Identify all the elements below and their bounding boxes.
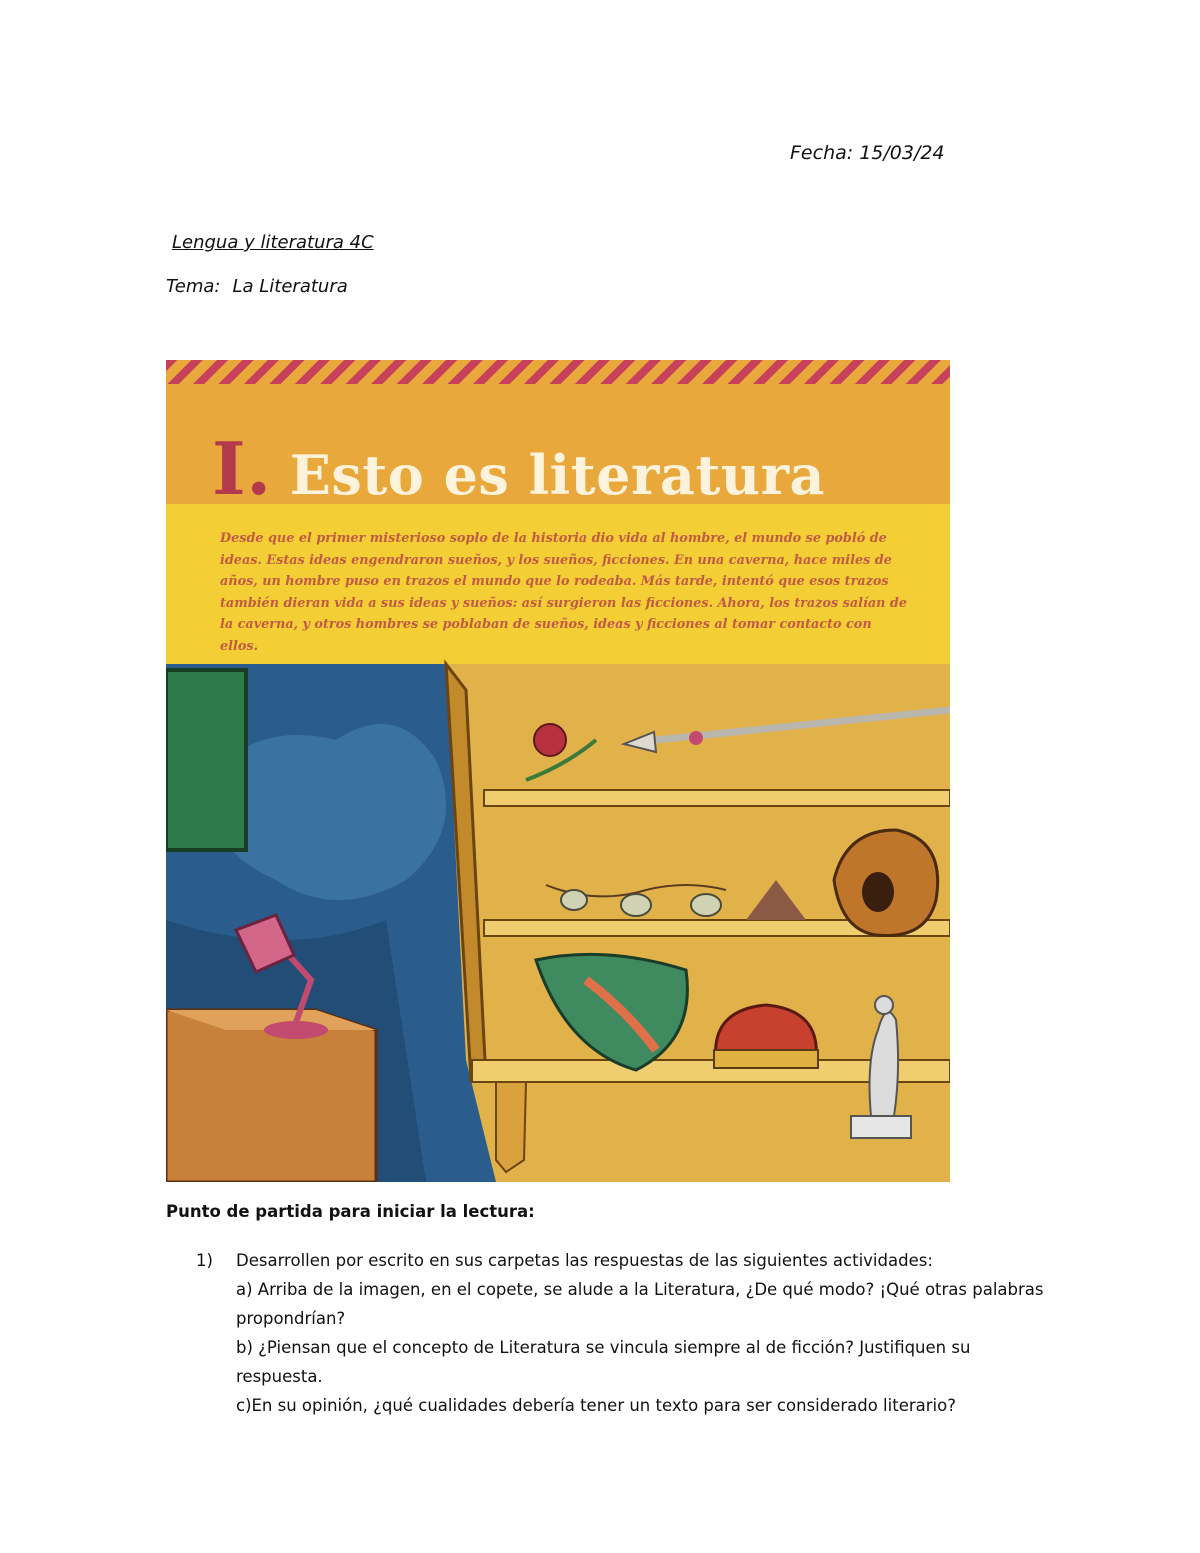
topic-value: La Literatura	[232, 276, 348, 297]
textbook-illustration	[166, 360, 950, 1182]
activity-intro: Desarrollen por escrito en sus carpetas las respuestas de las siguientes actividades:	[236, 1251, 933, 1270]
date-label: Fecha: 15/03/24	[790, 142, 945, 164]
activity-question-c: c)En su opinión, ¿qué cualidades debería tener un texto para ser considerado literario?	[236, 1396, 956, 1415]
striped-border	[166, 360, 950, 384]
activity-question-b: b) ¿Piensan que el concepto de Literatura se vincula siempre al de ficción? Justifiquen su respuesta.	[236, 1338, 971, 1386]
course-title: Lengua y literatura 4C	[172, 232, 374, 253]
illustration-title	[212, 426, 825, 511]
green-frame	[166, 670, 246, 850]
topic-label: Tema:	[166, 276, 221, 297]
copete-text: Desde que el primer misterioso soplo de la historia dio vida al hombre, el mundo se pobló de ideas. Estas ideas engendraron sueños, y los sueños, ficciones. En una caverna, hace miles de años, un hombre puso en trazos el mundo que lo rodeaba. Más tarde, intentó que esos trazos también dieran vida a sus ideas y sueños: así surgieron las ficciones. Ahora, los trazos salían de la caverna, y otros hombres se poblaban de sueños, ideas y ficciones al tomar contacto con ellos.	[220, 531, 908, 654]
activities-list	[196, 1246, 1046, 1420]
shelf-top	[484, 790, 950, 806]
activity-question-a: a) Arriba de la imagen, en el copete, se alude a la Literatura, ¿De qué modo? ¡Qué otras palabras propondrían?	[236, 1280, 1044, 1328]
activity-number: 1)	[196, 1251, 213, 1270]
activity-item	[196, 1246, 1046, 1420]
section-heading: Punto de partida para iniciar la lectura:	[166, 1202, 535, 1221]
chapter-number: I.	[212, 426, 272, 511]
chapter-title: Esto es literatura	[289, 443, 826, 507]
topic-line	[166, 276, 348, 297]
desk	[166, 1010, 376, 1182]
